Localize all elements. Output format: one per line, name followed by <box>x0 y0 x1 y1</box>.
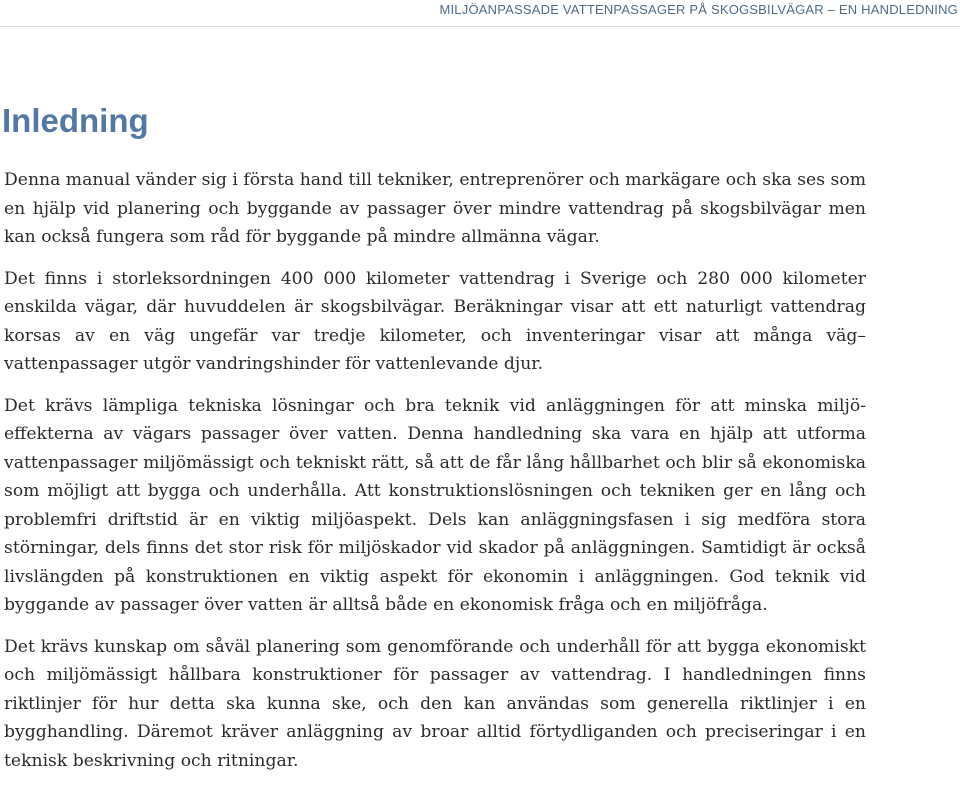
body-text <box>4 166 866 788</box>
section-title: Inledning <box>2 102 149 139</box>
paragraph-technical-solutions: Det krävs lämpliga tekniska lösningar och bra teknik vid anläggningen för att minska miljöeffekterna av vägars passager över vatten. Denna handledning ska vara en hjälp att utforma vattenpassager miljömässigt och tekniskt rätt, så att de får lång hållbarhet och blir så ekonomiska som möjligt att bygga och underhålla. Att konstruktionslösningen och tekniken ger en lång och problemfri driftstid är en viktig miljöaspekt. Dels kan anläggningsfasen i sig medföra stora störningar, dels finns det stor risk för miljöskador vid skador på anläggningen. Samtidigt är också livslängden på konstruktionen en viktig aspekt för ekonomin i anläggningen. God teknik vid byggande av passager över vatten är alltså både en ekonomisk fråga och en miljöfråga. <box>4 395 866 615</box>
running-header: MILJÖANPASSADE VATTENPASSAGER PÅ SKOGSBILVÄGAR – EN HANDLEDNING <box>439 2 958 17</box>
header-divider <box>0 26 960 27</box>
paragraph-statistics: Det finns i storleksordningen 400 000 kilometer vattendrag i Sverige och 280 000 kilometer enskilda vägar, där huvuddelen är skogsbilvägar. Beräkningar visar att ett naturligt vattendrag korsas av en väg ungefär var tredje kilometer, och inventeringar visar att många väg–vattenpassager utgör vandringshinder för vattenlevande djur. <box>4 268 866 374</box>
paragraph-knowledge: Det krävs kunskap om såväl planering som genomförande och underhåll för att bygga ekonomiskt och miljömässigt hållbara konstruktioner för passager av vattendrag. I handledningen finns riktlinjer för hur detta ska kunna ske, och den kan användas som generella riktlinjer i en bygghandling. Däremot kräver anläggning av broar alltid förtydliganden och preciseringar i en teknisk beskrivning och ritningar. <box>4 636 866 771</box>
paragraph-intro: Denna manual vänder sig i första hand till tekniker, entreprenörer och markägare och ska ses som en hjälp vid planering och byggande av passager över mindre vattendrag på skogsbilvägar men kan också fungera som råd för byggande på mindre allmänna vägar. <box>4 170 866 247</box>
